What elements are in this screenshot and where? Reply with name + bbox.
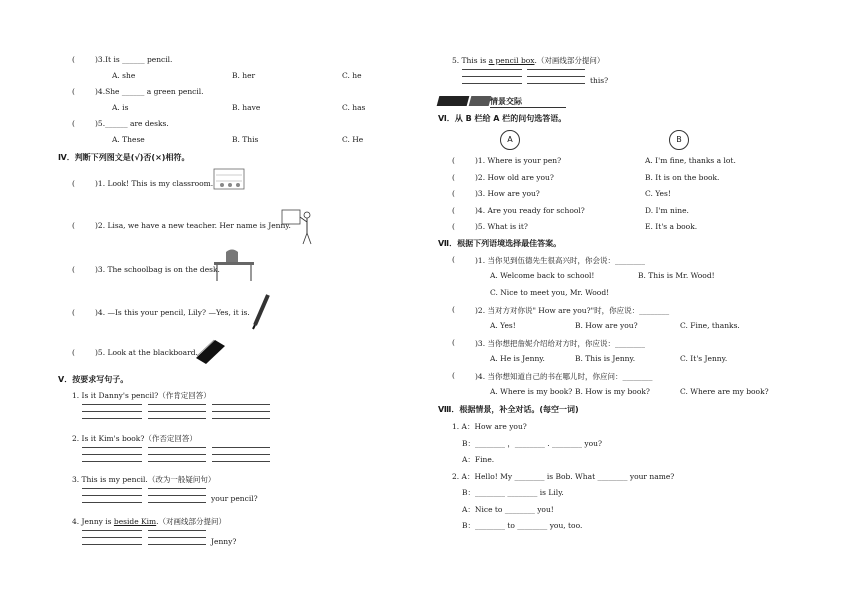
dialog-line[interactable]: B：________ ________ is Lily.: [462, 488, 564, 497]
situation-question: )1. 当你见到伍德先生很高兴时，你会说：________: [475, 256, 645, 265]
answer-lines[interactable]: [212, 444, 270, 465]
option-b: B. have: [232, 103, 261, 112]
banner-label: 情景交际: [490, 96, 566, 108]
match-answer: A. I'm fine, thanks a lot.: [645, 156, 736, 165]
pencil-icon: [250, 292, 272, 330]
option-a: A. Where is my book?: [490, 387, 573, 396]
option-a: A. He is Jenny.: [490, 354, 545, 363]
option-a: A. is: [112, 103, 129, 112]
blackboard-eraser-icon: [193, 336, 227, 366]
section-6-title: Ⅵ．从 B 栏给 A 栏的问句选答语。: [438, 114, 567, 123]
option-b: B. How are you?: [575, 321, 638, 330]
judge-text: )1. Look! This is my classroom.: [95, 179, 214, 188]
option-a: A. Yes!: [490, 321, 516, 330]
answer-paren[interactable]: (: [452, 338, 455, 347]
match-answer: B. It is on the book.: [645, 173, 720, 182]
answer-paren[interactable]: (: [72, 55, 75, 64]
match-answer: C. Yes!: [645, 189, 671, 198]
answer-lines[interactable]: [82, 401, 142, 422]
column-b-badge: B: [669, 130, 689, 150]
judge-text: )5. Look at the blackboard.: [95, 348, 198, 357]
option-c: C. Fine, thanks.: [680, 321, 740, 330]
judge-text: )3. The schoolbag is on the desk.: [95, 265, 220, 274]
section-4-title: Ⅳ．判断下列图文是(√)否(×)相符。: [58, 153, 190, 162]
answer-paren[interactable]: (: [452, 173, 455, 182]
match-question: )3. How are you?: [475, 189, 540, 198]
match-question: )2. How old are you?: [475, 173, 554, 182]
answer-paren[interactable]: (: [72, 119, 75, 128]
match-answer: D. I'm nine.: [645, 206, 689, 215]
section-banner: [469, 96, 492, 106]
dialog-line[interactable]: B：________ to ________ you, too.: [462, 521, 583, 530]
answer-lines[interactable]: [82, 527, 142, 548]
option-c: C. Nice to meet you, Mr. Wood!: [490, 288, 610, 297]
dialog-line: 1. A：How are you?: [452, 422, 527, 431]
answer-lines[interactable]: [148, 401, 206, 422]
answer-lines[interactable]: [148, 444, 206, 465]
answer-lines[interactable]: [527, 66, 585, 87]
answer-paren[interactable]: (: [452, 255, 455, 264]
option-c: C. he: [342, 71, 362, 80]
judge-text: )4. —Is this your pencil, Lily? —Yes, it is.: [95, 308, 250, 317]
option-c: C. has: [342, 103, 366, 112]
answer-paren[interactable]: (: [452, 222, 455, 231]
rewrite-question: 4. Jenny is beside Kim.（对画线部分提问）: [72, 517, 227, 526]
rewrite-question: 3. This is my pencil.（改为一般疑问句）: [72, 475, 216, 484]
answer-lines[interactable]: [82, 444, 142, 465]
answer-paren[interactable]: (: [72, 265, 75, 274]
answer-paren[interactable]: (: [72, 87, 75, 96]
answer-paren[interactable]: (: [72, 308, 75, 317]
rewrite-tail: your pencil?: [211, 494, 258, 503]
rewrite-tail: Jenny?: [211, 537, 237, 546]
dialog-line[interactable]: A：Nice to ________ you!: [462, 505, 554, 514]
column-a-badge: A: [500, 130, 520, 150]
rewrite-question: 1. Is it Danny's pencil?（作肯定回答）: [72, 391, 211, 400]
answer-paren[interactable]: (: [452, 305, 455, 314]
option-a: A. she: [112, 71, 136, 80]
question-stem: )5.______ are desks.: [95, 119, 169, 128]
answer-lines[interactable]: [148, 485, 206, 506]
option-b: B. How is my book?: [575, 387, 650, 396]
match-question: )5. What is it?: [475, 222, 528, 231]
answer-paren[interactable]: (: [452, 189, 455, 198]
classroom-picture-icon: [212, 165, 248, 193]
question-stem: )3.It is ______ pencil.: [95, 55, 173, 64]
answer-lines[interactable]: [212, 401, 270, 422]
option-b: B. This is Jenny.: [575, 354, 636, 363]
teacher-picture-icon: [280, 207, 316, 247]
dialog-line: A：Fine.: [462, 455, 495, 464]
section-5-title: Ⅴ．按要求写句子。: [58, 375, 129, 384]
dialog-line[interactable]: 2. A：Hello! My ________ is Bob. What ________ your name?: [452, 472, 675, 481]
section-banner: [437, 96, 470, 106]
match-question: )1. Where is your pen?: [475, 156, 562, 165]
answer-paren[interactable]: (: [452, 156, 455, 165]
section-8-title: Ⅷ．根据情景，补全对话。(每空一词): [438, 405, 579, 414]
situation-question: )3. 当你想把詹妮介绍给对方时，你应说：________: [475, 339, 645, 348]
desk-schoolbag-icon: [212, 248, 256, 282]
rewrite-tail: this?: [590, 76, 609, 85]
option-c: C. He: [342, 135, 364, 144]
option-a: A. These: [112, 135, 145, 144]
answer-paren[interactable]: (: [72, 179, 75, 188]
match-question: )4. Are you ready for school?: [475, 206, 585, 215]
answer-paren[interactable]: (: [72, 348, 75, 357]
judge-text: )2. Lisa, we have a new teacher. Her name is Jenny.: [95, 221, 291, 230]
option-c: C. It's Jenny.: [680, 354, 728, 363]
question-stem: )4.She ______ a green pencil.: [95, 87, 204, 96]
option-a: A. Welcome back to school!: [490, 271, 595, 280]
rewrite-question: 2. Is it Kim's book?（作否定回答）: [72, 434, 197, 443]
answer-lines[interactable]: [462, 66, 522, 87]
answer-lines[interactable]: [148, 527, 206, 548]
answer-paren[interactable]: (: [452, 206, 455, 215]
match-answer: E. It's a book.: [645, 222, 698, 231]
dialog-line[interactable]: B：________ ，________ . ________ you?: [462, 439, 603, 448]
answer-paren[interactable]: (: [452, 371, 455, 380]
situation-question: )2. 当对方对你说" How are you?"时，你应说：________: [475, 306, 670, 315]
rewrite-question: 5. This is a pencil box.（对画线部分提问）: [452, 56, 605, 65]
option-b: B. This is Mr. Wood!: [638, 271, 715, 280]
section-7-title: Ⅶ．根据下列语境选择最佳答案。: [438, 239, 562, 248]
option-b: B. This: [232, 135, 259, 144]
option-c: C. Where are my book?: [680, 387, 769, 396]
situation-question: )4. 当你想知道自己的书在哪儿时，你应问：________: [475, 372, 653, 381]
option-b: B. her: [232, 71, 256, 80]
answer-lines[interactable]: [82, 485, 142, 506]
answer-paren[interactable]: (: [72, 221, 75, 230]
